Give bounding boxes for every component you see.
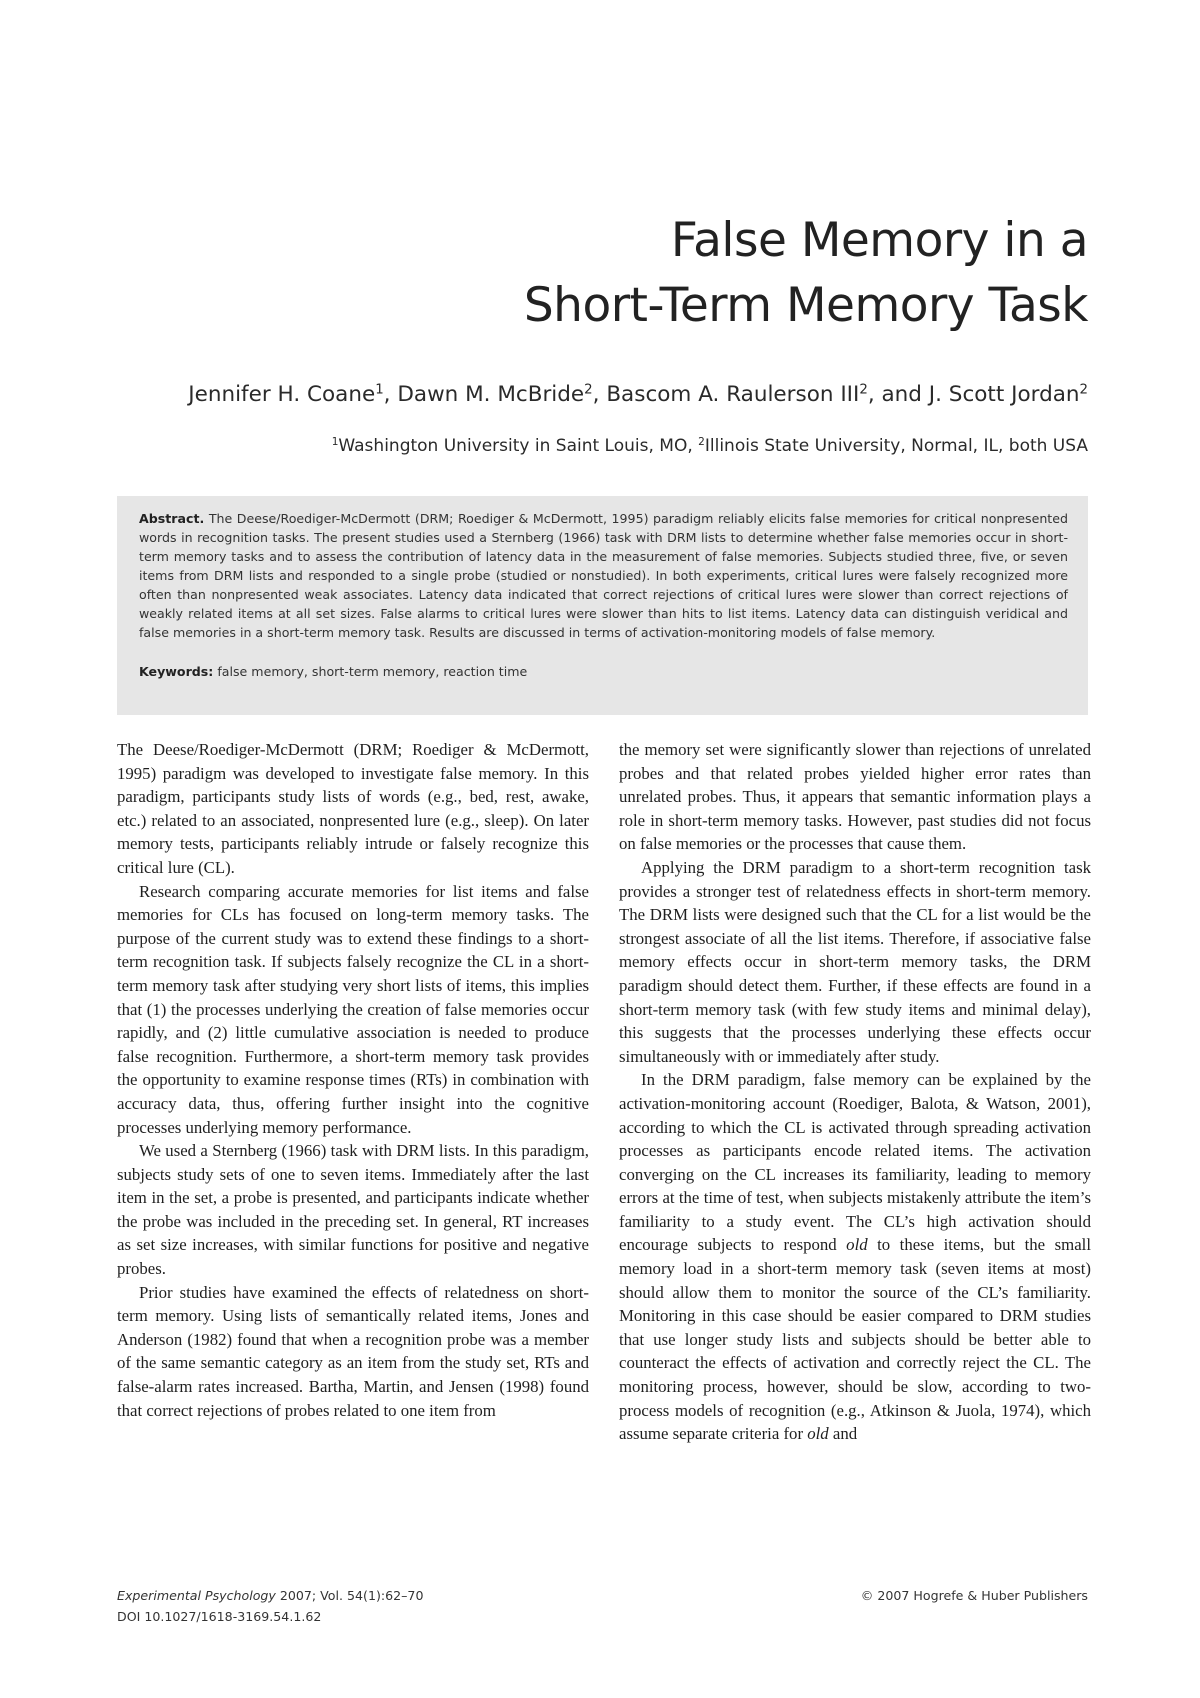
author-name: J. Scott Jordan xyxy=(928,382,1080,407)
abstract-label: Abstract. xyxy=(139,511,205,526)
keywords-label: Keywords: xyxy=(139,664,214,679)
author-affiliation-marker: 2 xyxy=(1079,382,1088,398)
author-affiliation-marker: 2 xyxy=(584,382,593,398)
author-name: Bascom A. Raulerson III xyxy=(606,382,860,407)
body-text: and xyxy=(828,1424,858,1444)
body-paragraph: Applying the DRM paradigm to a short-term recognition task provides a stronger test of relatedness effects in short-term memory. The DRM lists were designed such that the CL for a list would be the strongest associate of all the list items. Therefore, if associative false memory effects occur in short-term memory tasks, the DRM paradigm should detect them. Further, if these effects are found in a short-term memory task (with few study items and minimal delay), this suggests that the processes underlying these effects occur simultaneously with or immediately after study. xyxy=(619,857,1091,1066)
title-line-1: False Memory in a xyxy=(670,213,1088,268)
emphasis-old: old xyxy=(807,1424,829,1444)
author-affiliation-marker: 2 xyxy=(859,382,868,398)
affiliation-marker: 2 xyxy=(698,436,705,449)
body-text: to these items, but the small memory load in a short-term memory task (seven items at most) should allow them to monitor the source of the CL’s familiarity. Monitoring in this case should be easier compared to DRM studies that use longer study lists and subjects should be better able to counteract the effects of activation and correctly reject the CL. The monitoring process, however, should be slow, according to two-process models of recognition (e.g., Atkinson & Juola, 1974), which assume separate criteria for xyxy=(619,1235,1091,1444)
journal-volume: 2007; Vol. 54(1):62–70 xyxy=(275,1588,424,1603)
body-column-right xyxy=(619,738,1091,1446)
body-paragraph: We used a Sternberg (1966) task with DRM lists. In this paradigm, subjects study sets of one to seven items. Immediately after the last item in the set, a probe is presented, and participants indicate whether the probe was included in the preceding set. In general, RT increases as set size increases, with similar functions for positive and negative probes. xyxy=(117,1141,589,1279)
author-list xyxy=(88,382,1088,407)
body-paragraph: Prior studies have examined the effects of relatedness on short-term memory. Using lists of semantically related items, Jones and Anderson (1982) found that when a recognition probe was a member of the same semantic category as an item from the study set, RTs and false-alarm rates increased. Bartha, Martin, and Jensen (1998) found that correct rejections of probes related to one item from xyxy=(117,1282,589,1420)
article-title xyxy=(188,208,1088,338)
abstract-box xyxy=(117,496,1088,715)
body-paragraph: Research comparing accurate memories for list items and false memories for CLs has focused on long-term memory tasks. The purpose of the current study was to extend these findings to a short-term recognition task. If subjects falsely recognize the CL in a short-term memory task after studying very short lists of items, this implies that (1) the processes underlying the creation of false memories occur rapidly, and (2) little cumulative association is needed to produce false recognition. Furthermore, a short-term memory task provides the opportunity to examine response times (RTs) in combination with accuracy data, thus, offering further insight into the cognitive processes underlying memory performance. xyxy=(117,881,589,1137)
author-separator: , xyxy=(383,382,398,407)
keywords-text: false memory, short-term memory, reaction time xyxy=(213,664,528,679)
author-separator: , and xyxy=(867,382,929,407)
body-paragraph: the memory set were significantly slower than rejections of unrelated probes and that related probes yielded higher error rates than unrelated probes. Thus, it appears that semantic information plays a role in short-term memory tasks. However, past studies did not focus on false memories or the processes that cause them. xyxy=(619,740,1091,854)
author-separator: , xyxy=(592,382,607,407)
body-text: In the DRM paradigm, false memory can be explained by the activation-monitoring account (Roediger, Balota, & Watson, 2001), according to which the CL is activated through spreading activation processes as participants encode related items. The activation converging on the CL increases its familiarity, leading to memory errors at the time of test, when subjects mistakenly attribute the item’s familiarity to a study event. The CL’s high activation should encourage subjects to respond xyxy=(619,1070,1091,1255)
abstract-text: The Deese/Roediger-McDermott (DRM; Roediger & McDermott, 1995) paradigm reliably elicits false memories for critical nonpresented words in recognition tasks. The present studies used a Sternberg (1966) task with DRM lists to determine whether false memories occur in short-term memory tasks and to assess the contribution of latency data in the measurement of false memories. Subjects studied three, five, or seven items from DRM lists and responded to a single probe (studied or nonstudied). In both experiments, critical lures were falsely recognized more often than nonpresented weak associates. Latency data indicated that correct rejections of critical lures were slower than correct rejections of weakly related items at all set sizes. False alarms to critical lures were slower than hits to list items. Latency data can distinguish veridical and false memories in a short-term memory task. Results are discussed in terms of activation-monitoring models of false memory. xyxy=(139,511,1068,640)
affiliation-marker: 1 xyxy=(331,436,339,449)
footer-citation xyxy=(117,1585,423,1627)
affiliations xyxy=(88,436,1088,456)
copyright-notice: © 2007 Hogrefe & Huber Publishers xyxy=(860,1588,1088,1603)
journal-citation xyxy=(117,1585,423,1606)
body-column-left xyxy=(117,738,589,1422)
author-name: Jennifer H. Coane xyxy=(188,382,376,407)
author-affiliation-marker: 1 xyxy=(375,382,384,398)
author-name: Dawn M. McBride xyxy=(397,382,585,407)
doi-line: DOI 10.1027/1618-3169.54.1.62 xyxy=(117,1609,322,1624)
keywords-paragraph xyxy=(139,662,1068,681)
body-paragraph: The Deese/Roediger-McDermott (DRM; Roediger & McDermott, 1995) paradigm was developed to investigate false memory. In this paradigm, participants study lists of words (e.g., bed, rest, awake, etc.) related to an associated, nonpresented lure (e.g., sleep). On later memory tests, participants reliably intrude or falsely recognize this critical lure (CL). xyxy=(117,740,589,877)
emphasis-old: old xyxy=(846,1235,868,1255)
title-line-2: Short-Term Memory Task xyxy=(523,278,1088,333)
journal-name: Experimental Psychology xyxy=(117,1588,276,1603)
body-paragraph xyxy=(619,1068,1091,1446)
abstract-paragraph xyxy=(139,509,1068,642)
affiliation-text: Washington University in Saint Louis, MO, xyxy=(338,436,699,456)
affiliation-text: Illinois State University, Normal, IL, both USA xyxy=(704,436,1088,456)
